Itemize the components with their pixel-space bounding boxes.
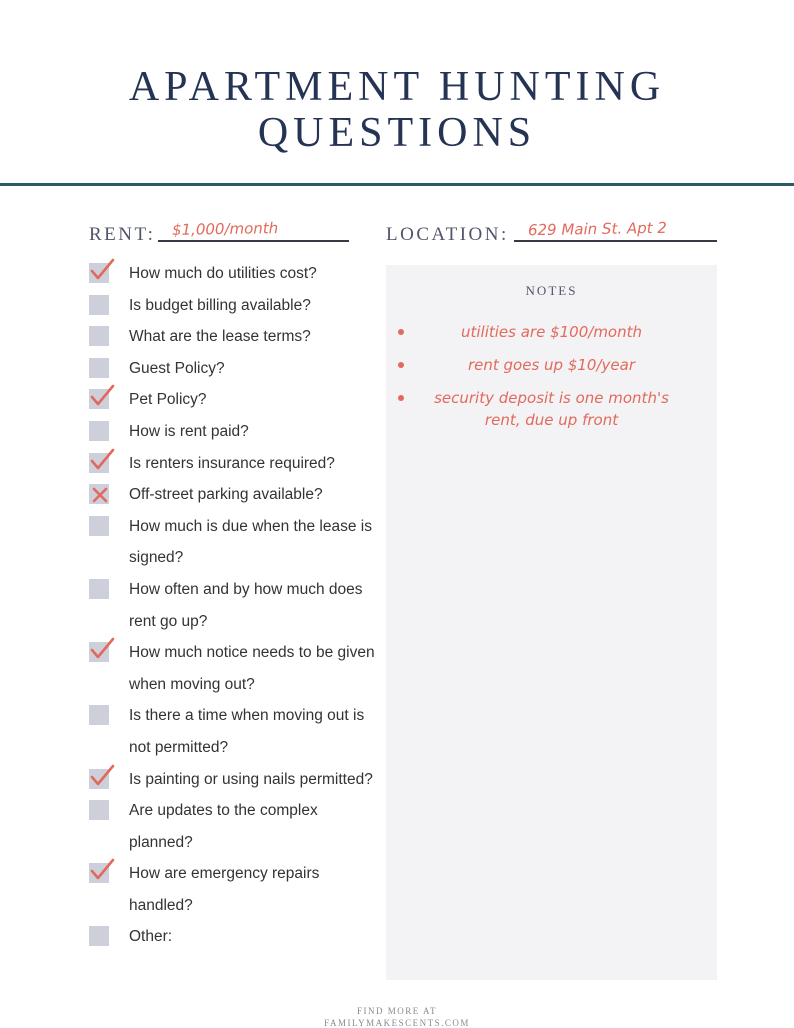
note-text: security deposit is one month's rent, due up front xyxy=(434,389,669,429)
question-text: Is renters insurance required? xyxy=(129,454,335,472)
question-text: How are emergency repairs handled? xyxy=(129,865,320,914)
checkbox[interactable] xyxy=(89,579,109,599)
checklist-item xyxy=(89,290,379,322)
checklist-item xyxy=(89,353,379,385)
question-text: Guest Policy? xyxy=(129,359,225,377)
note-text: utilities are $100/month xyxy=(460,323,643,341)
checkbox[interactable] xyxy=(89,926,109,946)
question-text: Is budget billing available? xyxy=(129,296,311,314)
checklist-item xyxy=(89,479,379,511)
question-text: How is rent paid? xyxy=(129,422,249,440)
checkbox[interactable] xyxy=(89,484,109,504)
question-text: Is there a time when moving out is not permitted? xyxy=(129,707,365,756)
checklist-item xyxy=(89,416,379,448)
checklist-item xyxy=(89,511,379,574)
checkbox[interactable] xyxy=(89,263,109,283)
checklist-item xyxy=(89,795,379,858)
footer-line-1: FIND MORE AT xyxy=(356,1006,437,1016)
checkmark-icon xyxy=(87,763,117,789)
page-title xyxy=(0,64,794,156)
rent-label: RENT: xyxy=(89,224,156,245)
checkmark-icon xyxy=(87,447,117,473)
checkbox[interactable] xyxy=(89,863,109,883)
rent-underline xyxy=(158,240,349,242)
checklist-item xyxy=(89,448,379,480)
bullet-icon xyxy=(398,329,404,335)
rent-value[interactable]: $1,000/month xyxy=(171,219,279,239)
question-text: Is painting or using nails permitted? xyxy=(129,770,373,788)
question-text: How much notice needs to be given when moving out? xyxy=(129,644,375,693)
checkbox[interactable] xyxy=(89,358,109,378)
bullet-icon xyxy=(398,395,404,401)
note-item xyxy=(386,354,717,376)
checkmark-icon xyxy=(87,857,117,883)
header-divider xyxy=(0,183,794,186)
checkmark-icon xyxy=(87,636,117,662)
location-underline xyxy=(514,240,717,242)
location-value[interactable]: 629 Main St. Apt 2 xyxy=(527,218,668,240)
checklist-item xyxy=(89,258,379,290)
bullet-icon xyxy=(398,362,404,368)
checkbox[interactable] xyxy=(89,800,109,820)
question-text: Pet Policy? xyxy=(129,391,207,409)
question-text: Off-street parking available? xyxy=(129,486,323,504)
checkbox[interactable] xyxy=(89,705,109,725)
checkbox[interactable] xyxy=(89,389,109,409)
location-label: LOCATION: xyxy=(386,224,509,245)
checklist-item xyxy=(89,921,379,953)
checklist-item xyxy=(89,574,379,637)
checkbox[interactable] xyxy=(89,516,109,536)
note-text: rent goes up $10/year xyxy=(467,356,635,374)
checkbox[interactable] xyxy=(89,453,109,473)
checklist-item xyxy=(89,321,379,353)
question-text: Other: xyxy=(129,928,173,946)
notes-title: NOTES xyxy=(525,283,578,298)
checklist-item xyxy=(89,764,379,796)
checkbox[interactable] xyxy=(89,326,109,346)
checklist-item xyxy=(89,384,379,416)
checkbox[interactable] xyxy=(89,421,109,441)
title-line-2: QUESTIONS xyxy=(257,110,537,156)
notes-list xyxy=(386,321,717,442)
checklist-item xyxy=(89,637,379,700)
checklist-item xyxy=(89,700,379,763)
checkbox[interactable] xyxy=(89,769,109,789)
question-text: What are the lease terms? xyxy=(129,328,311,346)
checkmark-icon xyxy=(87,257,117,283)
question-text: How often and by how much does rent go up? xyxy=(129,580,363,630)
question-text: Are updates to the complex planned? xyxy=(129,802,318,851)
question-text: How much is due when the lease is signed? xyxy=(129,517,372,567)
note-item xyxy=(386,321,717,343)
checkmark-icon xyxy=(87,383,117,409)
cross-icon xyxy=(87,478,117,504)
checkbox[interactable] xyxy=(89,295,109,315)
footer-line-2: FAMILYMAKESCENTS.COM xyxy=(324,1018,470,1028)
checkbox[interactable] xyxy=(89,642,109,662)
checklist-item xyxy=(89,858,379,921)
title-line-1: APARTMENT HUNTING xyxy=(128,64,666,110)
note-item xyxy=(386,387,717,431)
question-text: How much do utilities cost? xyxy=(129,265,317,282)
question-checklist xyxy=(89,258,379,953)
notes-panel xyxy=(386,265,717,980)
